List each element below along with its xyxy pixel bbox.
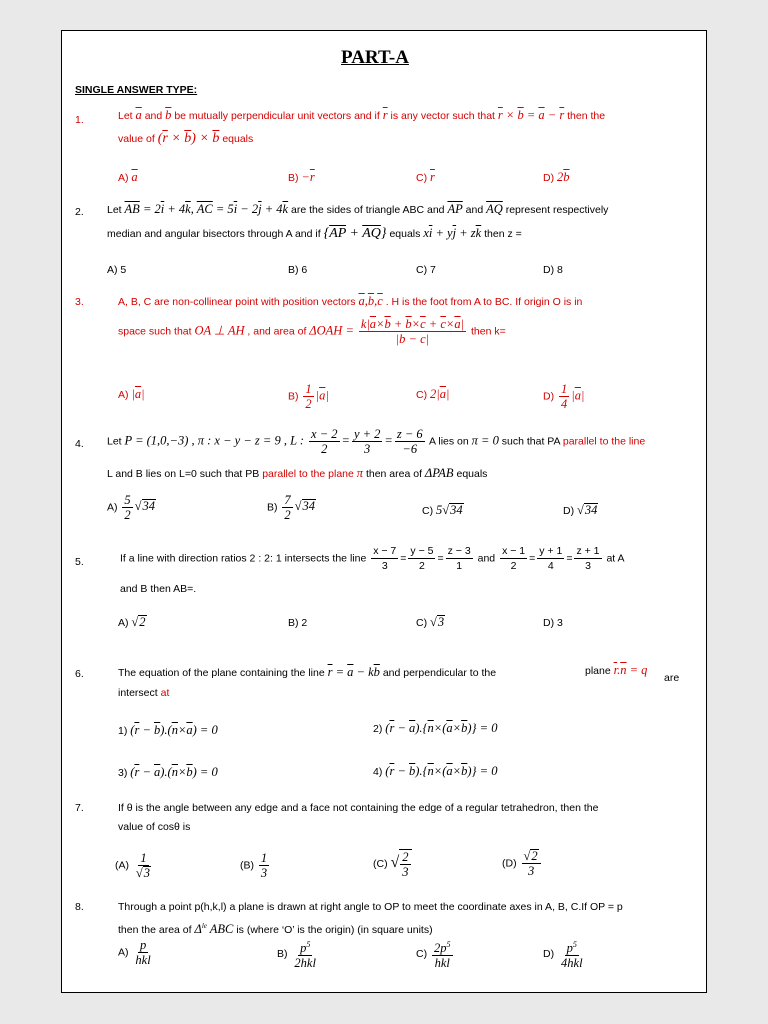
question-number: 6. [75,668,84,680]
option-b[interactable]: B) 6 [288,264,308,276]
option-c[interactable]: 3) $(\overline{r} - \overline{a}).(\overline{n}\times\overline{b}) = 0$ [118,765,218,779]
question-sheet [61,30,707,993]
question-text-line2: intersect at [118,687,170,699]
question-number: 4. [75,438,84,450]
option-c[interactable]: C) 7 [416,264,436,276]
option-a[interactable]: A) $\frac{p}{\text{hkl}}$ [118,938,151,967]
question-number: 5. [75,556,84,568]
question-text-line2: L and B lies on L=0 such that PB parallel to the plane π then area of ΔPAB equals [107,466,488,480]
option-b[interactable]: $B) -\overline{r}$ [288,170,315,184]
plane-text: plane $\overline{r}.\overline{n} = q$ [585,663,648,677]
question-number: 8. [75,901,84,913]
option-d[interactable]: D) 3 [543,617,563,629]
option-b[interactable]: 2) $(\overline{r} - \overline{a}).\{\overline{n}\times(\overline{a}\times\overline{b})\} = 0$ [373,721,498,735]
option-a[interactable]: (A) $\frac{1}{√3}$ [115,851,151,880]
question-text: Through a point p(h,k,l) a plane is drawn at right angle to OP to meet the coordinate axes in A, B, C.If OP = p [118,901,623,913]
option-c[interactable]: C) $\frac{2p^5}{\text{hkl}}$ [416,940,451,971]
question-text-line2: then the area of $\Delta^{le}$ ABC is (where ‘O’ is the origin) (in square units) [118,922,433,937]
option-a[interactable]: A) $\overline{a}$ [118,170,138,184]
option-d[interactable]: (D) $\frac{√2}{3}$ [502,849,543,878]
question-text-line2: value of $(\overline{r} \times \overline{b}) \times \overline{b}$ equals [118,131,254,146]
question-text: Let P = (1,0,−3) , π : x − y − z = 9 , L : $\frac{x - 2}{2}$ = $\frac{y + 2}{3}$ = $\frac{z - 6}{-6}$ A lies on π = 0 such that PA parallel to the line [107,427,646,456]
option-d[interactable]: D) $\frac{1}{4}$ $|\overline{a}|$ [543,382,585,411]
question-text: Let $\overline{AB} = 2\overline{i} + 4\overline{k}$, $\overline{AC} = 5\overline{i} - 2\overline{j} + 4\overline{k}$ are the sides of triangle ABC and $\overline{AP}$ and $\overline{AQ}$ represent respectively [107,202,609,216]
option-a[interactable]: A) $|\overline{a}|$ [118,387,145,401]
question-text: If θ is the angle between any edge and a face not containing the edge of a regular tetrahedron, then the [118,802,599,814]
question-number: 1. [75,114,84,126]
option-b[interactable]: B) $\frac{1}{2}$ $|\overline{a}|$ [288,382,329,411]
option-c[interactable]: C) √3 [416,615,445,629]
section-heading: SINGLE ANSWER TYPE: [75,84,198,96]
option-c[interactable]: C) 5√34 [422,503,463,517]
page-title: PART-A [341,47,409,68]
option-c[interactable]: C) $\overline{r}$ [416,170,435,184]
option-d[interactable]: D) $2\overline{b}$ [543,170,570,184]
question-text-line2: value of cosθ is [118,821,191,833]
option-a[interactable]: 1) $(\overline{r} - \overline{b}).(\overline{n}\times\overline{a}) = 0$ [118,723,218,737]
option-c[interactable]: (C) √ $\frac{2}{3}$ [373,849,414,879]
question-text: A, B, C are non-collinear point with position vectors $\overline{a},\overline{b},\overline{c}$ . H is the foot from A to BC. If origin O is in [118,294,583,308]
question-text-line2: space such that OA ⊥ AH , and area of ΔOAH = $\frac{k|\overline{a}\times\overline{b} + \overline{b}\times\overline{c} + \overline{c}\times\overline{a}|}{|\overline{b} - \overline{c}|}$ then k= [118,317,506,346]
option-b[interactable]: B) $\frac{7}{2}$ √34 [267,493,316,522]
option-b[interactable]: (B) $\frac{1}{3}$ [240,851,268,880]
option-d[interactable]: 4) $(\overline{r} - \overline{b}).\{\overline{n}\times(\overline{a}\times\overline{b})\} = 0$ [373,764,498,778]
option-d[interactable]: D) 8 [543,264,563,276]
question-text: The equation of the plane containing the line $\overline{r} = \overline{a} - k\overline{b}$ and perpendicular to the [118,665,497,679]
question-text-line2: and B then AB=. [120,583,197,595]
question-number: 7. [75,802,84,814]
option-d[interactable]: D) $\frac{p^5}{\text{4hkl}}$ [543,940,583,971]
option-c[interactable]: C) $2|\overline{a}|$ [416,387,450,401]
option-a[interactable]: A) $\frac{5}{2}$ √34 [107,493,156,522]
option-b[interactable]: B) 2 [288,617,308,629]
question-text-are: are [664,672,680,684]
option-a[interactable]: A) √2 [118,615,146,629]
option-a[interactable]: A) 5 [107,264,127,276]
option-d[interactable]: D) √34 [563,503,598,517]
question-text: If a line with direction ratios 2 : 2: 1 intersects the line $\frac{x - 7}{3}$ = $\frac{y - 5}{2}$ = $\frac{z - 3}{1}$ and $\frac{x - 1}{2}$ = $\frac{y + 1}{4}$ = $\frac{z + 1}{3}$ at A [120,545,625,572]
question-number: 2. [75,206,84,218]
question-text: Let $\overline{a}$ and $\overline{b}$ be mutually perpendicular unit vectors and if $\overline{r}$ is any vector such that $\overline{r} \times \overline{b} = \overline{a} - \overline{r}$ then the [118,108,606,122]
question-number: 3. [75,296,84,308]
option-b[interactable]: B) $\frac{p^5}{\text{2hkl}}$ [277,940,316,971]
question-text-line2: median and angular bisectors through A and if $\{\overline{AP} + \overline{AQ}\}$ equals $x\overline{i} + y\overline{j} + z\overline{k}$ then z = [107,226,522,241]
